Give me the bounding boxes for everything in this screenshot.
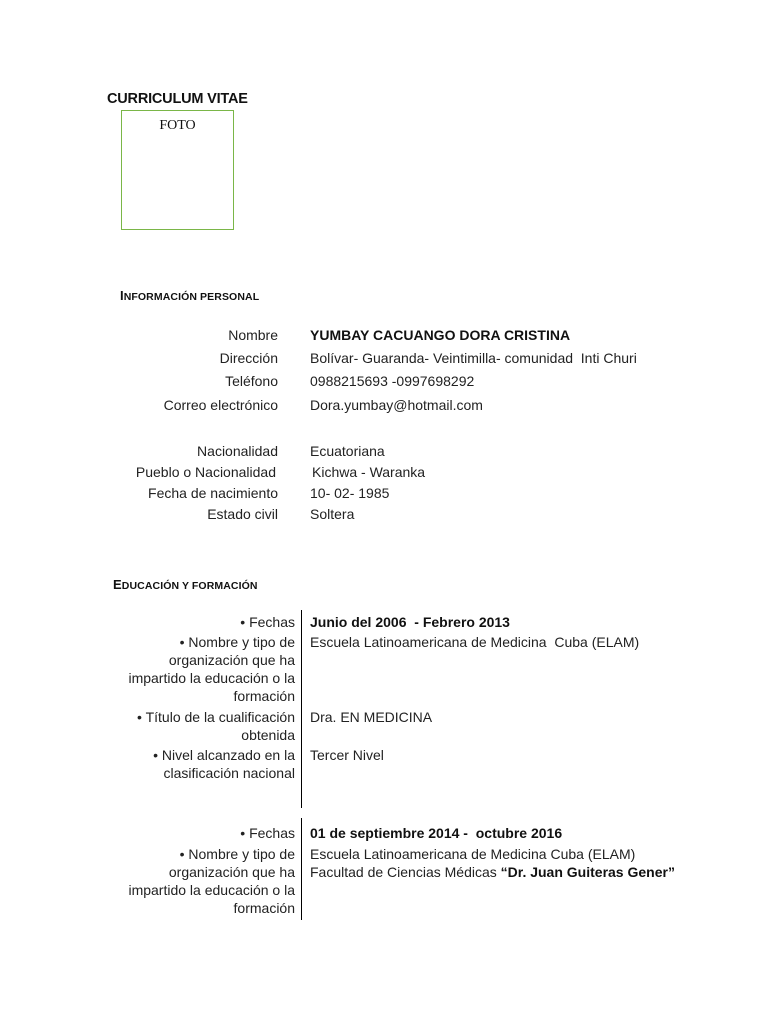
value-nombre: YUMBAY CACUANGO DORA CRISTINA [310, 327, 571, 343]
photo-label: FOTO [159, 118, 196, 133]
value-direccion: Bolívar- Guaranda- Veintimilla- comunidad Inti Churi [310, 350, 637, 366]
value-pueblo: Kichwa - Waranka [312, 464, 426, 480]
label-fechas: • Fechas [240, 614, 295, 630]
value-estado-civil: Soltera [310, 506, 355, 522]
photo-placeholder [121, 110, 234, 230]
section-title-education [113, 577, 258, 592]
section-title-education-initial: E [113, 577, 122, 592]
value-organizacion-facultad [310, 863, 675, 881]
label-nombre: Nombre [228, 327, 278, 343]
label-pueblo: Pueblo o Nacionalidad [135, 464, 276, 480]
section-title-education-rest: DUCACIÓN Y FORMACIÓN [121, 580, 258, 592]
section-title-personal [120, 288, 259, 303]
section-title-personal-initial: I [120, 288, 124, 303]
facultad-prefix: Facultad de Ciencias Médicas [310, 864, 501, 880]
section-title-personal-rest: NFORMACIÓN PERSONAL [123, 291, 260, 303]
value-telefono: 0988215693 -0997698292 [310, 373, 475, 389]
label-titulo: • Título de la cualificación obtenida [137, 709, 295, 743]
column-divider [301, 610, 302, 808]
label-fechas: • Fechas [240, 825, 295, 841]
value-correo: Dora.yumbay@hotmail.com [310, 397, 483, 413]
label-estado-civil: Estado civil [207, 506, 278, 522]
label-nacionalidad: Nacionalidad [197, 443, 278, 459]
value-nacionalidad: Ecuatoriana [310, 443, 385, 459]
label-fecha-nacimiento: Fecha de nacimiento [148, 485, 278, 501]
value-organizacion: Escuela Latinoamericana de Medicina Cuba (ELAM) [310, 846, 636, 862]
value-organizacion: Escuela Latinoamericana de Medicina Cuba (ELAM) [310, 634, 640, 650]
value-nivel: Tercer Nivel [310, 747, 384, 763]
value-fecha-nacimiento: 10- 02- 1985 [310, 485, 390, 501]
value-titulo: Dra. EN MEDICINA [310, 709, 433, 725]
facultad-name: “Dr. Juan Guiteras Gener” [500, 864, 675, 880]
label-correo: Correo electrónico [163, 397, 278, 413]
label-organizacion: • Nombre y tipo de organización que ha impartido la educación o la formación [128, 634, 295, 704]
cv-title: CURRICULUM VITAE [107, 91, 248, 107]
label-telefono: Teléfono [225, 373, 278, 389]
value-fechas: Junio del 2006 - Febrero 2013 [310, 614, 510, 630]
column-divider [301, 818, 302, 920]
label-nivel: • Nivel alcanzado en la clasificación nacional [153, 747, 295, 781]
label-organizacion: • Nombre y tipo de organización que ha impartido la educación o la formación [128, 846, 295, 916]
label-direccion: Dirección [219, 350, 278, 366]
value-fechas: 01 de septiembre 2014 - octubre 2016 [310, 825, 563, 841]
